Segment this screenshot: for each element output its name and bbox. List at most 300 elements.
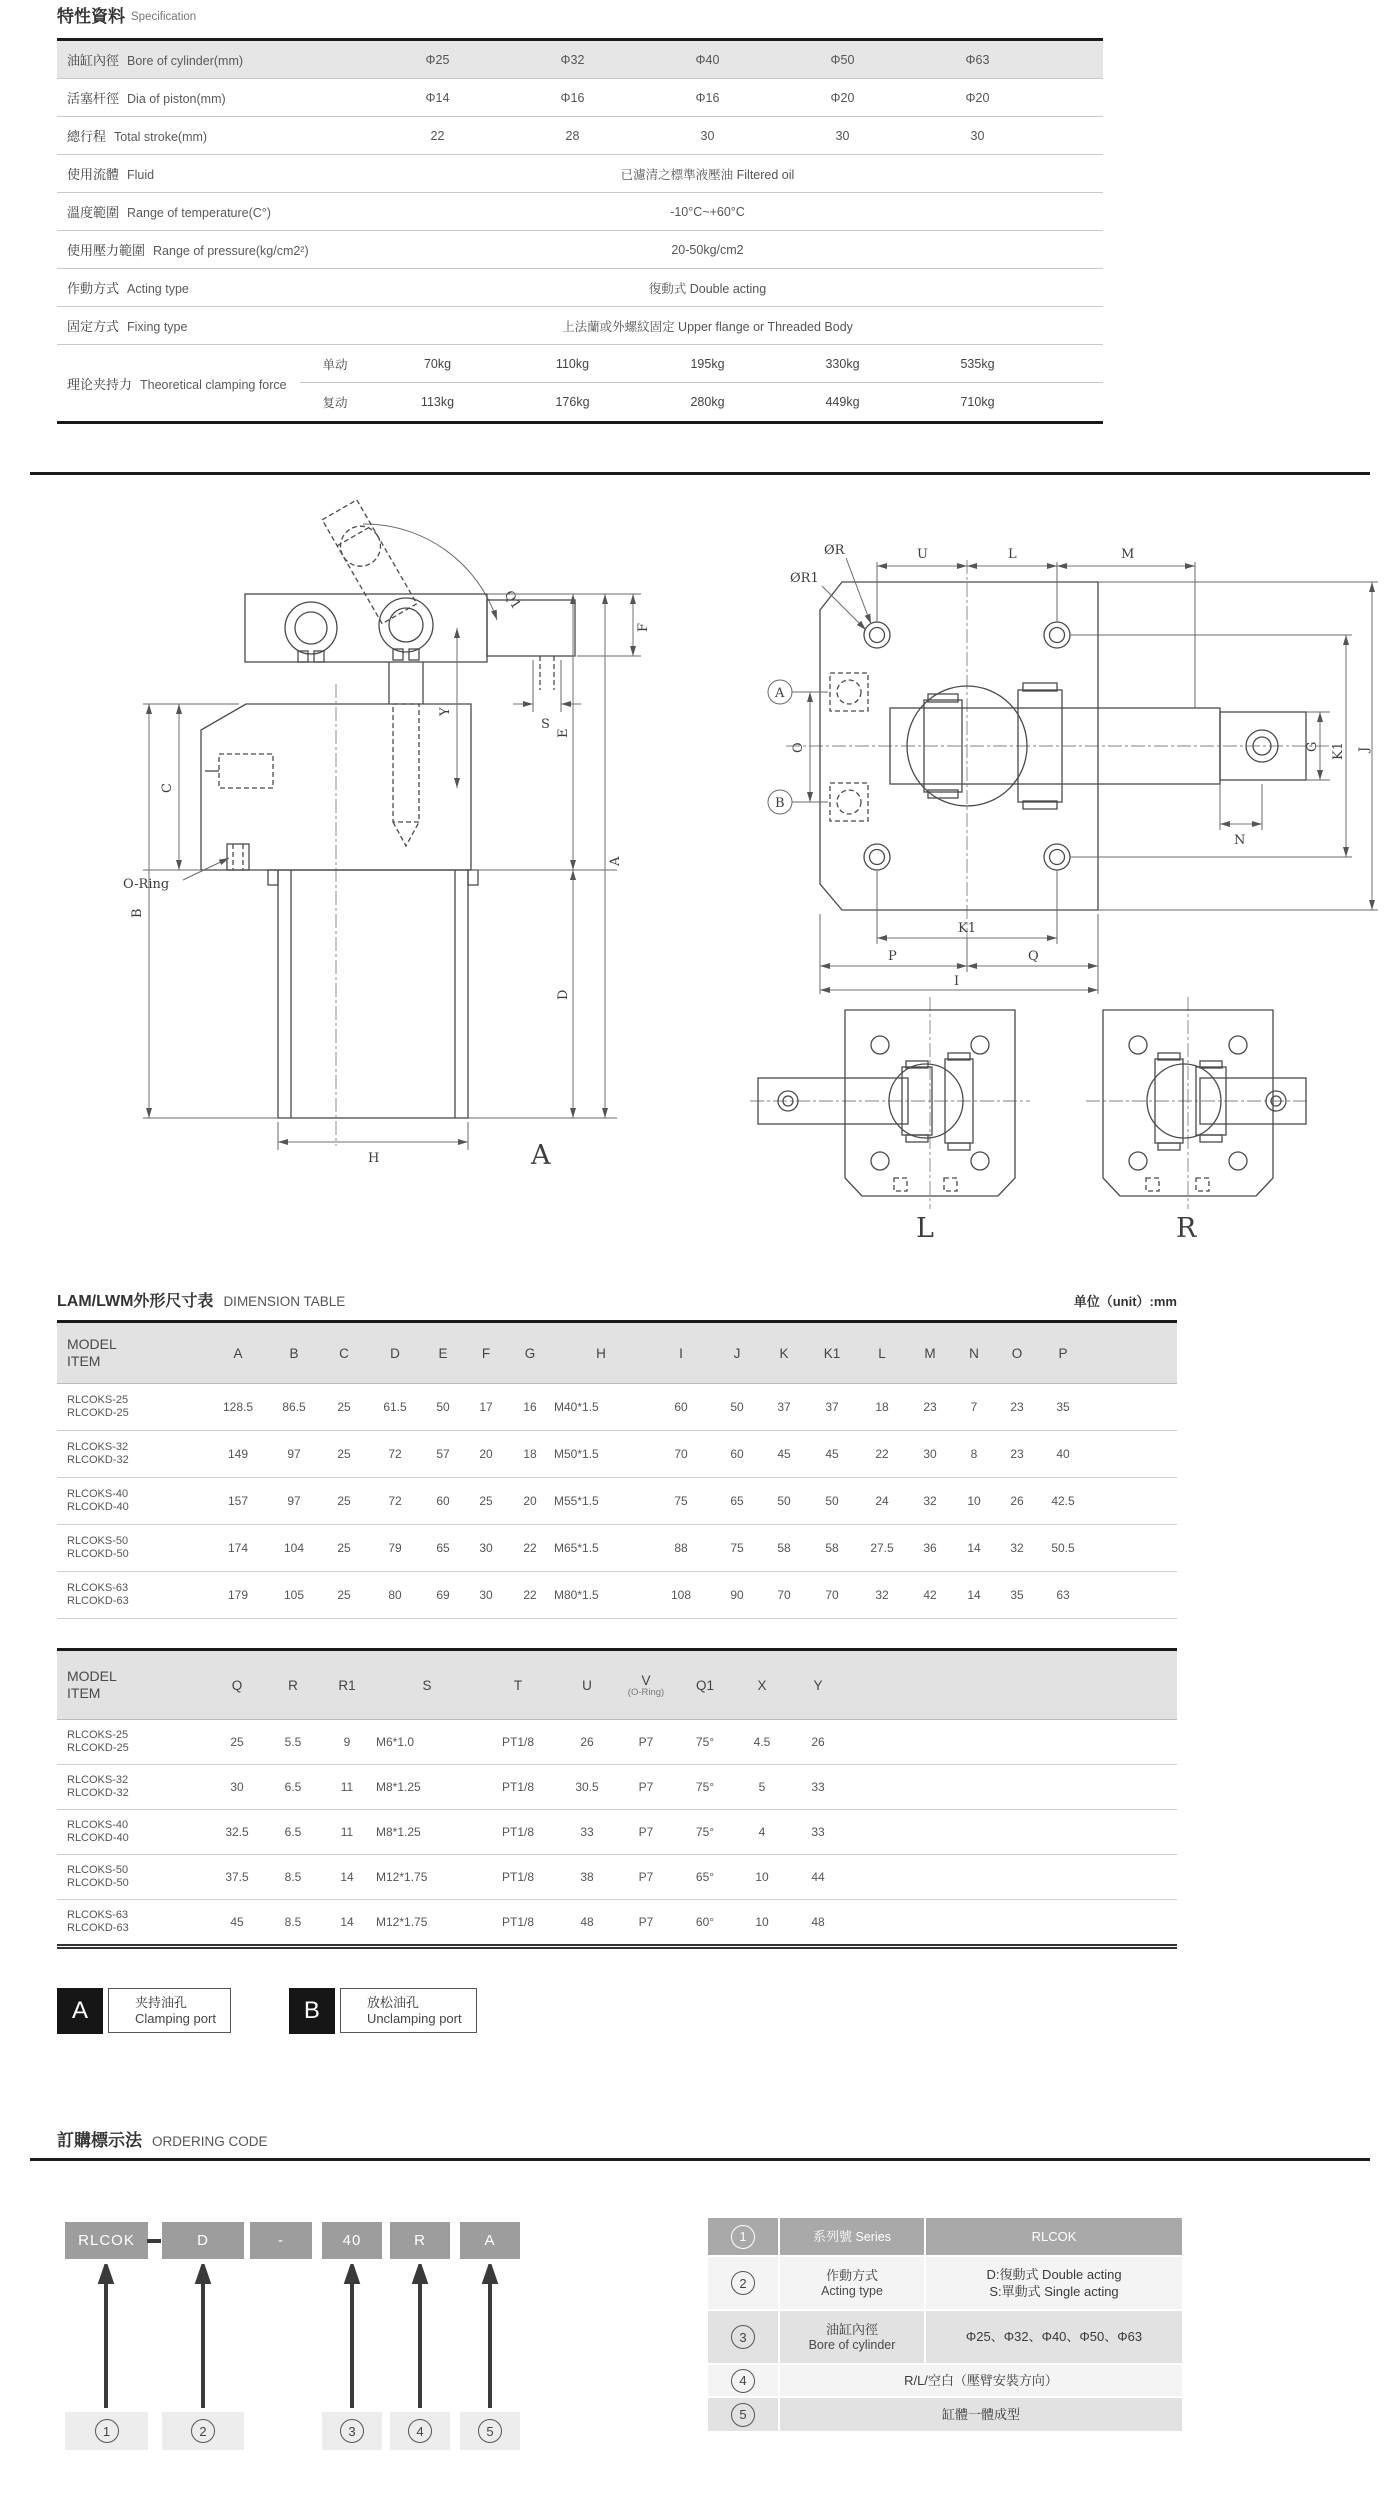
- dim-cell: PT1/8: [479, 1855, 557, 1900]
- dim-cell: 60: [713, 1431, 761, 1478]
- dim-model-name: RLCOKS-63: [67, 1909, 129, 1921]
- dim-model-name: RLCOKD-40: [67, 1501, 129, 1513]
- dim-col-sub: (O-Ring): [627, 1686, 665, 1698]
- left-mount-view: [750, 997, 1030, 1244]
- spec-value: Φ16: [695, 90, 720, 105]
- dim-model-cell: [57, 1855, 207, 1900]
- ordering-num-cell: [708, 2398, 778, 2431]
- dim-col-header: G: [507, 1322, 553, 1384]
- spec-label-zh: 固定方式: [67, 319, 120, 334]
- port-a-box: [108, 1988, 231, 2033]
- dimension-table-1: [57, 1320, 1177, 1619]
- dim-title-en: DIMENSION TABLE: [223, 1294, 346, 1309]
- clamping-value: 280kg: [690, 395, 725, 409]
- svg-text:J: J: [1357, 746, 1372, 752]
- dim-cell: 26: [557, 1720, 617, 1765]
- spec-label-zh: 理论夹持力: [67, 376, 133, 392]
- dim-cell: 4.5: [735, 1720, 789, 1765]
- spec-header-value: Φ50: [830, 52, 855, 67]
- svg-text:I: I: [954, 974, 960, 989]
- spec-row-label: [57, 278, 370, 297]
- dim-cell: 50: [761, 1478, 807, 1525]
- dim-cell: 9: [319, 1720, 375, 1765]
- ordering-value-lines: [986, 2266, 1121, 2300]
- clamping-value: 113kg: [420, 395, 455, 409]
- circled-3: 3: [340, 2419, 364, 2443]
- dim-cell: P7: [617, 1810, 675, 1855]
- dim-cell: 65: [421, 1525, 465, 1572]
- dim-model-cell: [57, 1900, 207, 1947]
- dim-model-name: RLCOKS-25: [67, 1394, 129, 1406]
- clamping-value: 176kg: [555, 395, 590, 409]
- dim-row: [57, 1384, 1177, 1431]
- spec-label-en: Bore of cylinder(mm): [127, 54, 244, 68]
- spec-value: 30: [970, 128, 985, 143]
- dim-row: [57, 1720, 1177, 1765]
- dim-cell: 149: [207, 1431, 269, 1478]
- ordering-value-line: S:單動式 Single acting: [989, 2284, 1119, 2299]
- dim-row: [57, 1855, 1177, 1900]
- dim-model-name: RLCOKS-40: [67, 1819, 129, 1831]
- dim-cell: 33: [557, 1810, 617, 1855]
- svg-text:N: N: [1234, 833, 1246, 848]
- dim-cell: 88: [649, 1525, 713, 1572]
- dim-cell: 174: [207, 1525, 269, 1572]
- svg-text:L: L: [1008, 547, 1017, 562]
- ordering-value: RLCOK: [1031, 2228, 1077, 2244]
- dim-cell: 8.5: [267, 1900, 319, 1947]
- dim-cell: 14: [319, 1855, 375, 1900]
- dim-col-header: K1: [807, 1322, 857, 1384]
- dim-col-header: J: [713, 1322, 761, 1384]
- dim-col-header: I: [649, 1322, 713, 1384]
- dim-model-name: RLCOKD-63: [67, 1595, 129, 1607]
- dim-cell: 79: [369, 1525, 421, 1572]
- spec-row: [57, 269, 1103, 307]
- port-a-badge: A: [57, 1988, 103, 2034]
- dim-cell: 80: [369, 1572, 421, 1619]
- spec-row-label: [57, 316, 370, 335]
- port-a-en: Clamping port: [135, 2010, 216, 2026]
- swing-arc: [363, 524, 497, 620]
- dim-model-cell: [57, 1720, 207, 1765]
- ordering-value: Φ25、Φ32、Φ40、Φ50、Φ63: [965, 2329, 1143, 2344]
- dim-cell: 22: [857, 1431, 907, 1478]
- dim-cell: 30: [907, 1431, 953, 1478]
- port-b-callout: B: [775, 796, 785, 811]
- dim-cell: 14: [319, 1900, 375, 1947]
- dim-cell: 37.5: [207, 1855, 267, 1900]
- dim-cell: M65*1.5: [553, 1525, 649, 1572]
- oring-leader: [183, 858, 229, 880]
- dim-col-header: Q1: [675, 1650, 735, 1720]
- dim-cell: 90: [713, 1572, 761, 1619]
- dim-cell: 25: [207, 1720, 267, 1765]
- clamping-filler: [1045, 345, 1103, 383]
- dim-cell: 42: [907, 1572, 953, 1619]
- ordering-divider: [30, 2158, 1370, 2161]
- view-a-label: A: [531, 1140, 551, 1170]
- side-view-drawing: [105, 498, 665, 1170]
- dim-cell: 11: [319, 1765, 375, 1810]
- svg-text:K1: K1: [958, 921, 976, 936]
- dim-cell: 14: [953, 1525, 995, 1572]
- port-b-zh: 放松油孔: [366, 1994, 419, 2010]
- oring-label: O-Ring: [123, 877, 170, 892]
- dim-col-header: M: [907, 1322, 953, 1384]
- dim-trailing-cell: [1087, 1431, 1177, 1478]
- spec-header-row: [57, 41, 1103, 79]
- dim-cell: 44: [789, 1855, 847, 1900]
- dim-cell: 128.5: [207, 1384, 269, 1431]
- dim-col-letter: V: [641, 1672, 651, 1688]
- dim-model-name: RLCOKD-63: [67, 1922, 129, 1934]
- spec-label-zh: 使用壓力範圍: [67, 243, 146, 258]
- code-box-separator: -: [250, 2222, 312, 2259]
- dim-model-name: RLCOKS-25: [67, 1729, 129, 1741]
- ordering-label-en: Acting type: [821, 2283, 883, 2298]
- svg-text:A: A: [608, 856, 623, 866]
- ordering-span-cell: [780, 2365, 1182, 2396]
- circled-number: 5: [731, 2403, 755, 2427]
- dim-cell: 25: [319, 1384, 369, 1431]
- dim-model-name: RLCOKD-25: [67, 1742, 129, 1754]
- dim-cell: 179: [207, 1572, 269, 1619]
- code-box-direction: R: [390, 2222, 450, 2259]
- svg-text:F: F: [636, 622, 651, 632]
- circled-1: 1: [95, 2419, 119, 2443]
- dim-cell: 97: [269, 1478, 319, 1525]
- dim-cell: 75: [649, 1478, 713, 1525]
- dim-cell: 5: [735, 1765, 789, 1810]
- dim-cell: 16: [507, 1384, 553, 1431]
- spec-span-value: 上法蘭或外螺紋固定 Upper flange or Threaded Body: [562, 319, 853, 334]
- dim-col-header: C: [319, 1322, 369, 1384]
- dim-cell: 32: [857, 1572, 907, 1619]
- dim-cell: 75: [713, 1525, 761, 1572]
- code-box-acting: D: [162, 2222, 244, 2259]
- dim-cell: 32.5: [207, 1810, 267, 1855]
- code-dash: [147, 2239, 161, 2243]
- dim-col-header: F: [465, 1322, 507, 1384]
- dim-cell: 58: [807, 1525, 857, 1572]
- code-box-bore: 40: [322, 2222, 382, 2259]
- ordering-num-cell: [708, 2218, 778, 2255]
- dim-col-header: B: [269, 1322, 319, 1384]
- ordering-arrows: [57, 2264, 537, 2410]
- dim-cell: 75°: [675, 1765, 735, 1810]
- view-l-label: L: [916, 1213, 934, 1244]
- spec-row-label: [57, 164, 370, 183]
- spec-header-value: Φ32: [560, 52, 585, 67]
- dim-row: [57, 1478, 1177, 1525]
- dim-model-name: RLCOKS-40: [67, 1488, 129, 1500]
- dim-col-header: S: [375, 1650, 479, 1720]
- spec-clamping-row: [57, 345, 1103, 421]
- bolt-dia2-label: ØR1: [790, 571, 819, 586]
- clamping-value: 70kg: [370, 345, 505, 383]
- dim-model-cell: [57, 1572, 207, 1619]
- dim-title-zh: LAM/LWM外形尺寸表: [57, 1293, 214, 1310]
- dim-cell: 69: [421, 1572, 465, 1619]
- dim-cell: 50: [713, 1384, 761, 1431]
- dimension-table-2: [57, 1648, 1177, 1949]
- dim-cell: 50.5: [1039, 1525, 1087, 1572]
- dim-col-header: Q: [207, 1650, 267, 1720]
- dim-cell: 23: [907, 1384, 953, 1431]
- dim-cell: 30.5: [557, 1765, 617, 1810]
- dim-cell: 60: [649, 1384, 713, 1431]
- dimension-title: [57, 1288, 345, 1311]
- unit-label: 单位（unit）:mm: [1073, 1294, 1177, 1309]
- dim-cell: PT1/8: [479, 1900, 557, 1947]
- dim-cell: M12*1.75: [375, 1855, 479, 1900]
- spec-span-value: 已濾清之標準液壓油 Filtered oil: [620, 167, 795, 182]
- spec-label-en: Fluid: [127, 168, 155, 182]
- dim-cell: 25: [319, 1525, 369, 1572]
- lr-views-drawing: [748, 985, 1308, 1245]
- code-box-series: RLCOK: [65, 2222, 148, 2259]
- spec-label-zh: 使用流體: [67, 167, 120, 182]
- dim-col-header: T: [479, 1650, 557, 1720]
- dim-cell: 60: [421, 1478, 465, 1525]
- spec-header-value: Φ40: [695, 52, 720, 67]
- dim-row: [57, 1765, 1177, 1810]
- ordering-label-cell: [780, 2218, 924, 2255]
- dim-col-header: R: [267, 1650, 319, 1720]
- dim-row: [57, 1572, 1177, 1619]
- spec-row-label: [57, 88, 370, 107]
- dim-cell: 57: [421, 1431, 465, 1478]
- spec-row: [57, 307, 1103, 345]
- dim-row: [57, 1900, 1177, 1947]
- dim-model-cell: [57, 1765, 207, 1810]
- dim-cell: 45: [807, 1431, 857, 1478]
- clamping-value: 195kg: [640, 345, 775, 383]
- dim-trailing-cell: [847, 1855, 1177, 1900]
- dim-cell: M80*1.5: [553, 1572, 649, 1619]
- ordering-num-cell: [708, 2365, 778, 2396]
- spec-span-value: -10°C~+60°C: [670, 204, 745, 219]
- ordering-value-line: D:復動式 Double acting: [986, 2267, 1122, 2282]
- dim-cell: 42.5: [1039, 1478, 1087, 1525]
- dim-cell: 70: [761, 1572, 807, 1619]
- spec-label-zh: 溫度範圍: [67, 205, 120, 220]
- dim-cell: 60°: [675, 1900, 735, 1947]
- dim-cell: 45: [761, 1431, 807, 1478]
- dim-col-header: U: [557, 1650, 617, 1720]
- spec-value: Φ14: [425, 90, 450, 105]
- dim-model-name: RLCOKD-40: [67, 1832, 129, 1844]
- port-b-box: [340, 1988, 477, 2033]
- circled-4: 4: [408, 2419, 432, 2443]
- spec-label-en: Dia of piston(mm): [127, 92, 226, 106]
- svg-text:Q: Q: [1028, 949, 1039, 964]
- dim-col-header: H: [553, 1322, 649, 1384]
- clamp-arm: [245, 594, 575, 704]
- dim-model-name: RLCOKD-50: [67, 1548, 129, 1560]
- dim-cell: 17: [465, 1384, 507, 1431]
- dim-cell: M8*1.25: [375, 1810, 479, 1855]
- ordering-table: [708, 2218, 1180, 2431]
- ordering-num-cell: [708, 2311, 778, 2363]
- code-number-3: [322, 2412, 382, 2450]
- dim-model-header-line: MODEL: [67, 1336, 117, 1352]
- ordering-label-en: Series: [852, 2229, 891, 2244]
- spec-value: 30: [700, 128, 715, 143]
- ordering-label-zh: 系列號: [813, 2228, 853, 2244]
- spec-label-zh: 油缸內徑: [67, 53, 120, 68]
- dim-cell: 18: [507, 1431, 553, 1478]
- dim-cell: 25: [465, 1478, 507, 1525]
- dim-cell: 97: [269, 1431, 319, 1478]
- spec-row: [57, 155, 1103, 193]
- spec-row: [57, 231, 1103, 269]
- bolt-dia-label: ØR: [824, 543, 845, 558]
- dim-trailing-cell: [847, 1900, 1177, 1947]
- dim-cell: 6.5: [267, 1810, 319, 1855]
- dim-cell: 72: [369, 1431, 421, 1478]
- dim-model-name: RLCOKS-63: [67, 1582, 129, 1594]
- dim-cell: M40*1.5: [553, 1384, 649, 1431]
- dim-cell: 30: [465, 1525, 507, 1572]
- cylinder-barrel: [268, 870, 478, 1118]
- dim-cell: P7: [617, 1855, 675, 1900]
- ordering-value-cell: [926, 2218, 1182, 2255]
- dimension-section-header: [57, 1288, 1177, 1311]
- dim-col-header: Y: [789, 1650, 847, 1720]
- dim-row: [57, 1431, 1177, 1478]
- right-mount-view: [1086, 997, 1308, 1244]
- dim-trailing-cell: [1087, 1572, 1177, 1619]
- clamping-sub-label: 单动: [300, 345, 370, 383]
- dim-header-trailing: [1087, 1322, 1177, 1384]
- ordering-num-cell: [708, 2257, 778, 2309]
- ordering-label-zh: 油缸內徑: [825, 2321, 878, 2337]
- dim-cell: 11: [319, 1810, 375, 1855]
- dim-cell: 6.5: [267, 1765, 319, 1810]
- circled-number: 2: [731, 2271, 755, 2295]
- port-b-badge: B: [289, 1988, 335, 2034]
- dim-cell: 58: [761, 1525, 807, 1572]
- dim-model-header-line: ITEM: [67, 1353, 101, 1369]
- spec-label-zh: 作動方式: [67, 281, 120, 296]
- svg-text:G: G: [1305, 741, 1320, 752]
- dim-cell: 24: [857, 1478, 907, 1525]
- dim-cell: 108: [649, 1572, 713, 1619]
- angle-label: Q1: [500, 588, 524, 613]
- dim-cell: 26: [995, 1478, 1039, 1525]
- ordering-title-en: ORDERING CODE: [152, 2134, 268, 2149]
- dim-col-header: D: [369, 1322, 421, 1384]
- dim-cell: M55*1.5: [553, 1478, 649, 1525]
- dim-model-cell: [57, 1810, 207, 1855]
- ordering-value-cell: [926, 2311, 1182, 2363]
- dim-model-cell: [57, 1384, 207, 1431]
- dim-cell: 4: [735, 1810, 789, 1855]
- dim-model-header-line: MODEL: [67, 1668, 117, 1684]
- dim-cell: 50: [807, 1478, 857, 1525]
- spec-label-en: Total stroke(mm): [114, 130, 208, 144]
- dim-model-cell: [57, 1431, 207, 1478]
- clamping-value: 535kg: [910, 345, 1045, 383]
- dim-cell: PT1/8: [479, 1765, 557, 1810]
- dim-cell: 63: [1039, 1572, 1087, 1619]
- spec-value: 22: [430, 128, 445, 143]
- circled-2: 2: [191, 2419, 215, 2443]
- dim-cell: 14: [953, 1572, 995, 1619]
- oil-ports: [830, 673, 868, 821]
- spec-row: [57, 117, 1103, 155]
- dim-model-name: RLCOKS-32: [67, 1441, 129, 1453]
- dim-trailing-cell: [1087, 1525, 1177, 1572]
- spec-label-en: Theoretical clamping force: [140, 377, 287, 392]
- ordering-label-cell: [780, 2311, 924, 2363]
- svg-text:D: D: [556, 989, 571, 1000]
- circled-5: 5: [478, 2419, 502, 2443]
- dim-row: [57, 1810, 1177, 1855]
- ordering-value-cell: [926, 2257, 1182, 2309]
- spec-span-value: 復動式 Double acting: [648, 281, 767, 296]
- code-number-2: [162, 2412, 244, 2450]
- code-number-4: [390, 2412, 450, 2450]
- port-a-callout: A: [775, 686, 785, 701]
- dim-cell: 10: [735, 1855, 789, 1900]
- ordering-title-zh: 訂購標示法: [57, 2131, 142, 2150]
- clamping-sub-label: 复动: [322, 396, 348, 410]
- dim-cell: M8*1.25: [375, 1765, 479, 1810]
- code-number-5: [460, 2412, 520, 2450]
- dim-cell: M50*1.5: [553, 1431, 649, 1478]
- circled-number: 1: [731, 2225, 755, 2249]
- spec-title-zh: 特性資料: [57, 7, 125, 26]
- dim-cell: 25: [319, 1478, 369, 1525]
- dim-col-header: L: [857, 1322, 907, 1384]
- dim-cell: 20: [507, 1478, 553, 1525]
- spec-row-label: [57, 374, 300, 393]
- dim-cell: 36: [907, 1525, 953, 1572]
- spec-row: [57, 79, 1103, 117]
- dim-col-header: N: [953, 1322, 995, 1384]
- dim-cell: 10: [735, 1900, 789, 1947]
- code-number-1: [65, 2412, 148, 2450]
- dim-cell: PT1/8: [479, 1810, 557, 1855]
- dim-model-header-line: ITEM: [67, 1685, 101, 1701]
- ghost-arm: [322, 500, 417, 624]
- ordering-code: [57, 2220, 557, 2455]
- dim-cell: 5.5: [267, 1720, 319, 1765]
- dim-cell: 23: [995, 1431, 1039, 1478]
- clamping-value: 330kg: [775, 345, 910, 383]
- svg-text:M: M: [1121, 547, 1135, 562]
- dim-col-header: [617, 1650, 675, 1720]
- dim-cell: 157: [207, 1478, 269, 1525]
- top-view-drawing: [740, 538, 1380, 998]
- clamping-value: 710kg: [960, 395, 995, 409]
- spec-value: Φ20: [830, 90, 855, 105]
- dim-cell: 72: [369, 1478, 421, 1525]
- dim-model-name: RLCOKS-50: [67, 1535, 129, 1547]
- svg-text:C: C: [160, 783, 175, 793]
- spec-label-en: Range of temperature(C°): [127, 206, 271, 220]
- spec-section-title: [57, 2, 196, 27]
- dim-col-header: K: [761, 1322, 807, 1384]
- dim-model-header: [57, 1322, 207, 1384]
- port-legend: [57, 1988, 477, 2034]
- dim-cell: 33: [789, 1810, 847, 1855]
- dim-cell: M12*1.75: [375, 1900, 479, 1947]
- dim-cell: 75°: [675, 1720, 735, 1765]
